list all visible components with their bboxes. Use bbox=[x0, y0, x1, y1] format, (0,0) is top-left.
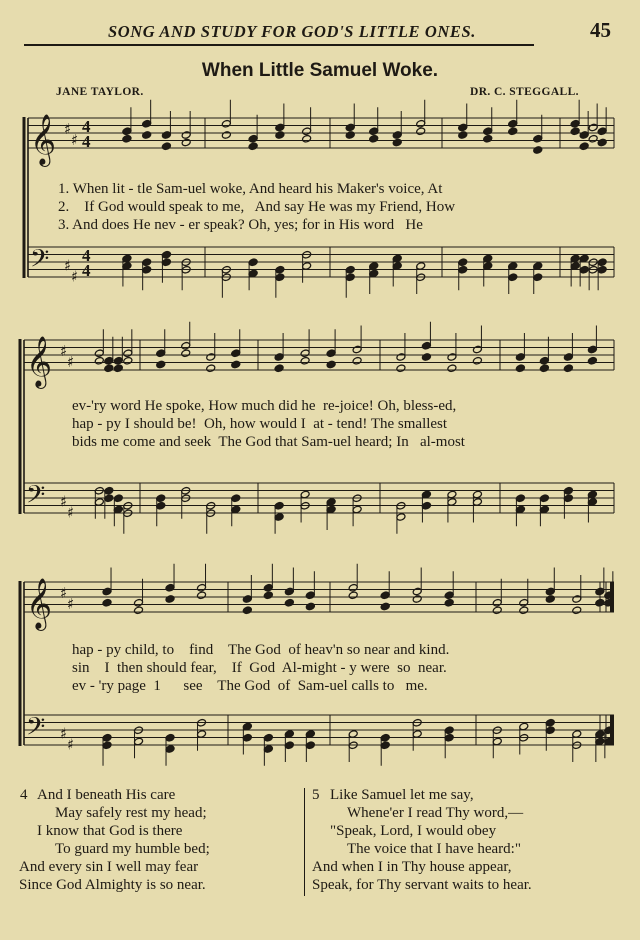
quarter-note bbox=[113, 364, 123, 373]
quarter-note bbox=[345, 123, 355, 132]
sharp-sign: ♯ bbox=[64, 256, 72, 275]
sharp-sign: ♯ bbox=[60, 341, 68, 360]
half-note bbox=[472, 356, 482, 365]
quarter-note bbox=[231, 360, 241, 369]
quarter-note bbox=[165, 583, 175, 592]
half-note bbox=[221, 119, 231, 128]
quarter-note bbox=[515, 353, 525, 362]
quarter-note bbox=[113, 505, 123, 514]
quarter-note bbox=[248, 134, 258, 143]
quarter-note bbox=[102, 598, 112, 607]
quarter-note bbox=[421, 341, 431, 350]
half-note bbox=[181, 341, 191, 350]
verse-4-line: Since God Almighty is so near. bbox=[19, 877, 206, 893]
verse-4-line: I know that God is there bbox=[37, 823, 183, 839]
quarter-note bbox=[156, 501, 166, 510]
verse-5-line: Speak, for Thy servant waits to hear. bbox=[312, 877, 532, 893]
lyric-line: sin I then should fear, If God Al-might - y were so near. bbox=[72, 660, 447, 676]
half-note bbox=[197, 591, 207, 600]
quarter-note bbox=[539, 364, 549, 373]
half-note bbox=[492, 737, 502, 746]
half-note bbox=[300, 490, 310, 499]
quarter-note bbox=[248, 142, 258, 151]
lyric-line: ev - 'ry page 1 see The God of Sam-uel calls to me. bbox=[72, 678, 428, 694]
sharp-sign: ♯ bbox=[60, 492, 68, 511]
quarter-note bbox=[102, 741, 112, 750]
quarter-note bbox=[392, 254, 402, 263]
quarter-note bbox=[274, 353, 284, 362]
quarter-note bbox=[595, 730, 605, 739]
quarter-note bbox=[545, 726, 555, 735]
quarter-note bbox=[305, 591, 315, 600]
quarter-note bbox=[274, 501, 284, 510]
verse-5-line: And when I in Thy house appear, bbox=[312, 859, 512, 875]
quarter-note bbox=[579, 142, 589, 151]
bass-clef: 𝄢 bbox=[26, 712, 46, 748]
half-note bbox=[206, 364, 216, 373]
quarter-note bbox=[231, 349, 241, 358]
running-title: SONG AND STUDY FOR GOD'S LITTLE ONES. bbox=[108, 22, 476, 41]
sharp-sign: ♯ bbox=[60, 583, 68, 602]
quarter-note bbox=[161, 258, 171, 267]
half-note bbox=[396, 353, 406, 362]
half-note bbox=[412, 587, 422, 596]
quarter-note bbox=[165, 745, 175, 754]
quarter-note bbox=[483, 134, 493, 143]
half-note bbox=[134, 606, 144, 615]
quarter-note bbox=[274, 364, 284, 373]
verse-number-5: 5 bbox=[312, 787, 320, 803]
half-note bbox=[348, 583, 358, 592]
quarter-note bbox=[284, 730, 294, 739]
quarter-note bbox=[392, 262, 402, 271]
verse-number-4: 4 bbox=[20, 787, 28, 803]
half-note bbox=[300, 356, 310, 365]
quarter-note bbox=[369, 269, 379, 278]
quarter-note bbox=[156, 494, 166, 503]
quarter-note bbox=[263, 745, 273, 754]
half-note bbox=[492, 598, 502, 607]
quarter-note bbox=[539, 494, 549, 503]
half-note bbox=[348, 730, 358, 739]
verse-4-line: May safely rest my head; bbox=[55, 805, 207, 821]
quarter-note bbox=[102, 733, 112, 742]
half-note bbox=[352, 356, 362, 365]
half-note bbox=[416, 262, 426, 271]
quarter-note bbox=[508, 119, 518, 128]
quarter-note bbox=[275, 123, 285, 132]
quarter-note bbox=[508, 127, 518, 136]
half-note bbox=[519, 606, 529, 615]
quarter-note bbox=[380, 733, 390, 742]
half-note bbox=[134, 598, 144, 607]
half-note bbox=[206, 353, 216, 362]
quarter-note bbox=[458, 258, 468, 267]
quarter-note bbox=[345, 273, 355, 282]
quarter-note bbox=[161, 142, 171, 151]
quarter-note bbox=[326, 505, 336, 514]
quarter-note bbox=[587, 498, 597, 507]
quarter-note bbox=[104, 356, 114, 365]
quarter-note bbox=[421, 353, 431, 362]
quarter-note bbox=[305, 730, 315, 739]
quarter-note bbox=[458, 123, 468, 132]
quarter-note bbox=[563, 353, 573, 362]
composer-credit: DR. C. STEGGALL. bbox=[470, 86, 579, 98]
quarter-note bbox=[113, 494, 123, 503]
half-note bbox=[352, 345, 362, 354]
quarter-note bbox=[284, 598, 294, 607]
quarter-note bbox=[421, 501, 431, 510]
quarter-note bbox=[533, 146, 543, 155]
verse-5-line: Whene'er I read Thy word,— bbox=[347, 805, 524, 821]
time-signature: 4 bbox=[82, 117, 91, 136]
sharp-sign: ♯ bbox=[67, 353, 75, 371]
bass-clef: 𝄢 bbox=[26, 480, 46, 516]
quarter-note bbox=[545, 718, 555, 727]
quarter-note bbox=[122, 254, 132, 263]
quarter-note bbox=[380, 741, 390, 750]
half-note bbox=[352, 505, 362, 514]
half-note bbox=[588, 123, 598, 132]
quarter-note bbox=[595, 598, 605, 607]
sharp-sign: ♯ bbox=[67, 735, 75, 754]
treble-clef: 𝄞 bbox=[26, 336, 53, 387]
quarter-note bbox=[275, 273, 285, 282]
quarter-note bbox=[263, 583, 273, 592]
quarter-note bbox=[242, 722, 252, 731]
half-note bbox=[134, 737, 144, 746]
quarter-note bbox=[579, 265, 589, 274]
quarter-note bbox=[533, 134, 543, 143]
quarter-note bbox=[533, 273, 543, 282]
quarter-note bbox=[533, 262, 543, 271]
treble-clef: 𝄞 bbox=[30, 114, 57, 165]
quarter-note bbox=[483, 262, 493, 271]
quarter-note bbox=[122, 262, 132, 271]
quarter-note bbox=[392, 138, 402, 147]
quarter-note bbox=[380, 591, 390, 600]
quarter-note bbox=[597, 127, 607, 136]
quarter-note bbox=[345, 265, 355, 274]
quarter-note bbox=[305, 741, 315, 750]
half-note bbox=[472, 498, 482, 507]
lyric-line: 3. And does He nev - er speak? Oh, yes; for in His word He bbox=[58, 217, 423, 233]
half-note bbox=[472, 345, 482, 354]
verse-column-divider bbox=[304, 788, 305, 896]
half-note bbox=[572, 595, 582, 604]
quarter-note bbox=[369, 134, 379, 143]
quarter-note bbox=[570, 254, 580, 263]
quarter-note bbox=[579, 131, 589, 140]
quarter-note bbox=[595, 737, 605, 746]
quarter-note bbox=[248, 258, 258, 267]
quarter-note bbox=[142, 265, 152, 274]
lyric-line: hap - py child, to find The God of heav'n so near and kind. bbox=[72, 642, 450, 658]
quarter-note bbox=[597, 258, 607, 267]
sharp-sign: ♯ bbox=[71, 267, 79, 286]
quarter-note bbox=[595, 587, 605, 596]
half-note bbox=[123, 349, 133, 358]
half-note bbox=[181, 131, 191, 140]
quarter-note bbox=[274, 513, 284, 522]
quarter-note bbox=[104, 494, 114, 503]
quarter-note bbox=[458, 131, 468, 140]
quarter-note bbox=[587, 490, 597, 499]
quarter-note bbox=[161, 131, 171, 140]
half-note bbox=[300, 349, 310, 358]
sharp-sign: ♯ bbox=[67, 595, 75, 613]
page-number: 45 bbox=[590, 18, 611, 42]
quarter-note bbox=[563, 494, 573, 503]
half-note bbox=[181, 349, 191, 358]
verse-5-line: Like Samuel let me say, bbox=[330, 787, 474, 803]
quarter-note bbox=[142, 131, 152, 140]
quarter-note bbox=[392, 131, 402, 140]
half-note bbox=[123, 356, 133, 365]
quarter-note bbox=[515, 364, 525, 373]
quarter-note bbox=[539, 505, 549, 514]
verse-5-line: The voice that I have heard:" bbox=[347, 841, 521, 857]
quarter-note bbox=[508, 262, 518, 271]
lyric-line: 2. If God would speak to me, And say He was my Friend, How bbox=[58, 199, 456, 215]
quarter-note bbox=[161, 250, 171, 259]
quarter-note bbox=[545, 587, 555, 596]
half-note bbox=[302, 127, 312, 136]
verse-5-line: "Speak, Lord, I would obey bbox=[330, 823, 497, 839]
lyric-line: bids me come and seek The God that Sam-uel heard; In al-most bbox=[72, 434, 465, 450]
quarter-note bbox=[242, 595, 252, 604]
quarter-note bbox=[345, 131, 355, 140]
quarter-note bbox=[508, 273, 518, 282]
half-note bbox=[416, 127, 426, 136]
quarter-note bbox=[231, 494, 241, 503]
quarter-note bbox=[305, 602, 315, 611]
time-signature: 4 bbox=[82, 132, 91, 151]
time-signature: 4 bbox=[82, 261, 91, 280]
verse-4-line: And I beneath His care bbox=[37, 787, 176, 803]
quarter-note bbox=[122, 134, 132, 143]
half-note bbox=[94, 349, 104, 358]
quarter-note bbox=[597, 138, 607, 147]
quarter-note bbox=[156, 360, 166, 369]
quarter-note bbox=[231, 505, 241, 514]
quarter-note bbox=[545, 595, 555, 604]
half-note bbox=[447, 353, 457, 362]
quarter-note bbox=[563, 486, 573, 495]
half-note bbox=[492, 606, 502, 615]
quarter-note bbox=[587, 356, 597, 365]
half-note bbox=[572, 730, 582, 739]
lyric-line: ev-'ry word He spoke, How much did he re-joice! Oh, bless-ed, bbox=[72, 398, 457, 414]
time-signature: 4 bbox=[82, 246, 91, 265]
verse-4-line: To guard my humble bed; bbox=[55, 841, 210, 857]
lyric-line: hap - py I should be! Oh, how would I at - tend! The smallest bbox=[72, 416, 448, 432]
half-note bbox=[447, 498, 457, 507]
half-note bbox=[412, 730, 422, 739]
sharp-sign: ♯ bbox=[71, 131, 79, 149]
half-note bbox=[519, 722, 529, 731]
quarter-note bbox=[444, 733, 454, 742]
quarter-note bbox=[326, 349, 336, 358]
half-note bbox=[221, 131, 231, 140]
quarter-note bbox=[421, 490, 431, 499]
quarter-note bbox=[483, 254, 493, 263]
sharp-sign: ♯ bbox=[67, 503, 75, 522]
half-note bbox=[472, 490, 482, 499]
quarter-note bbox=[570, 119, 580, 128]
quarter-note bbox=[539, 356, 549, 365]
half-note bbox=[348, 591, 358, 600]
bass-clef: 𝄢 bbox=[30, 244, 50, 280]
quarter-note bbox=[102, 587, 112, 596]
quarter-note bbox=[326, 498, 336, 507]
quarter-note bbox=[263, 591, 273, 600]
quarter-note bbox=[165, 595, 175, 604]
half-note bbox=[572, 606, 582, 615]
quarter-note bbox=[284, 741, 294, 750]
quarter-note bbox=[444, 591, 454, 600]
quarter-note bbox=[597, 265, 607, 274]
quarter-note bbox=[570, 262, 580, 271]
half-note bbox=[416, 119, 426, 128]
sharp-sign: ♯ bbox=[64, 119, 72, 138]
quarter-note bbox=[284, 587, 294, 596]
half-note bbox=[197, 583, 207, 592]
lyric-line: 1. When lit - tle Sam-uel woke, And heard his Maker's voice, At bbox=[58, 181, 443, 197]
quarter-note bbox=[458, 265, 468, 274]
half-note bbox=[447, 364, 457, 373]
half-note bbox=[396, 364, 406, 373]
half-note bbox=[302, 262, 312, 271]
quarter-note bbox=[515, 494, 525, 503]
quarter-note bbox=[113, 356, 123, 365]
treble-clef: 𝄞 bbox=[26, 578, 53, 629]
quarter-note bbox=[275, 131, 285, 140]
half-note bbox=[396, 513, 406, 522]
quarter-note bbox=[444, 726, 454, 735]
quarter-note bbox=[142, 119, 152, 128]
quarter-note bbox=[248, 269, 258, 278]
quarter-note bbox=[122, 127, 132, 136]
half-note bbox=[302, 134, 312, 143]
quarter-note bbox=[104, 486, 114, 495]
quarter-note bbox=[587, 345, 597, 354]
quarter-note bbox=[444, 598, 454, 607]
verse-4-line: And every sin I well may fear bbox=[19, 859, 199, 875]
quarter-note bbox=[242, 733, 252, 742]
quarter-note bbox=[275, 265, 285, 274]
quarter-note bbox=[570, 127, 580, 136]
quarter-note bbox=[515, 505, 525, 514]
half-note bbox=[412, 595, 422, 604]
quarter-note bbox=[483, 127, 493, 136]
half-note bbox=[519, 598, 529, 607]
half-note bbox=[94, 498, 104, 507]
quarter-note bbox=[579, 254, 589, 263]
half-note bbox=[197, 730, 207, 739]
quarter-note bbox=[242, 606, 252, 615]
quarter-note bbox=[156, 349, 166, 358]
quarter-note bbox=[369, 262, 379, 271]
sharp-sign: ♯ bbox=[60, 724, 68, 743]
half-note bbox=[588, 134, 598, 143]
song-title: When Little Samuel Woke. bbox=[201, 60, 439, 81]
quarter-note bbox=[563, 364, 573, 373]
quarter-note bbox=[326, 360, 336, 369]
half-note bbox=[181, 138, 191, 147]
half-note bbox=[447, 490, 457, 499]
quarter-note bbox=[104, 364, 114, 373]
half-note bbox=[94, 356, 104, 365]
quarter-note bbox=[369, 127, 379, 136]
quarter-note bbox=[380, 602, 390, 611]
quarter-note bbox=[165, 733, 175, 742]
author-credit: JANE TAYLOR. bbox=[56, 86, 144, 98]
quarter-note bbox=[263, 733, 273, 742]
quarter-note bbox=[142, 258, 152, 267]
